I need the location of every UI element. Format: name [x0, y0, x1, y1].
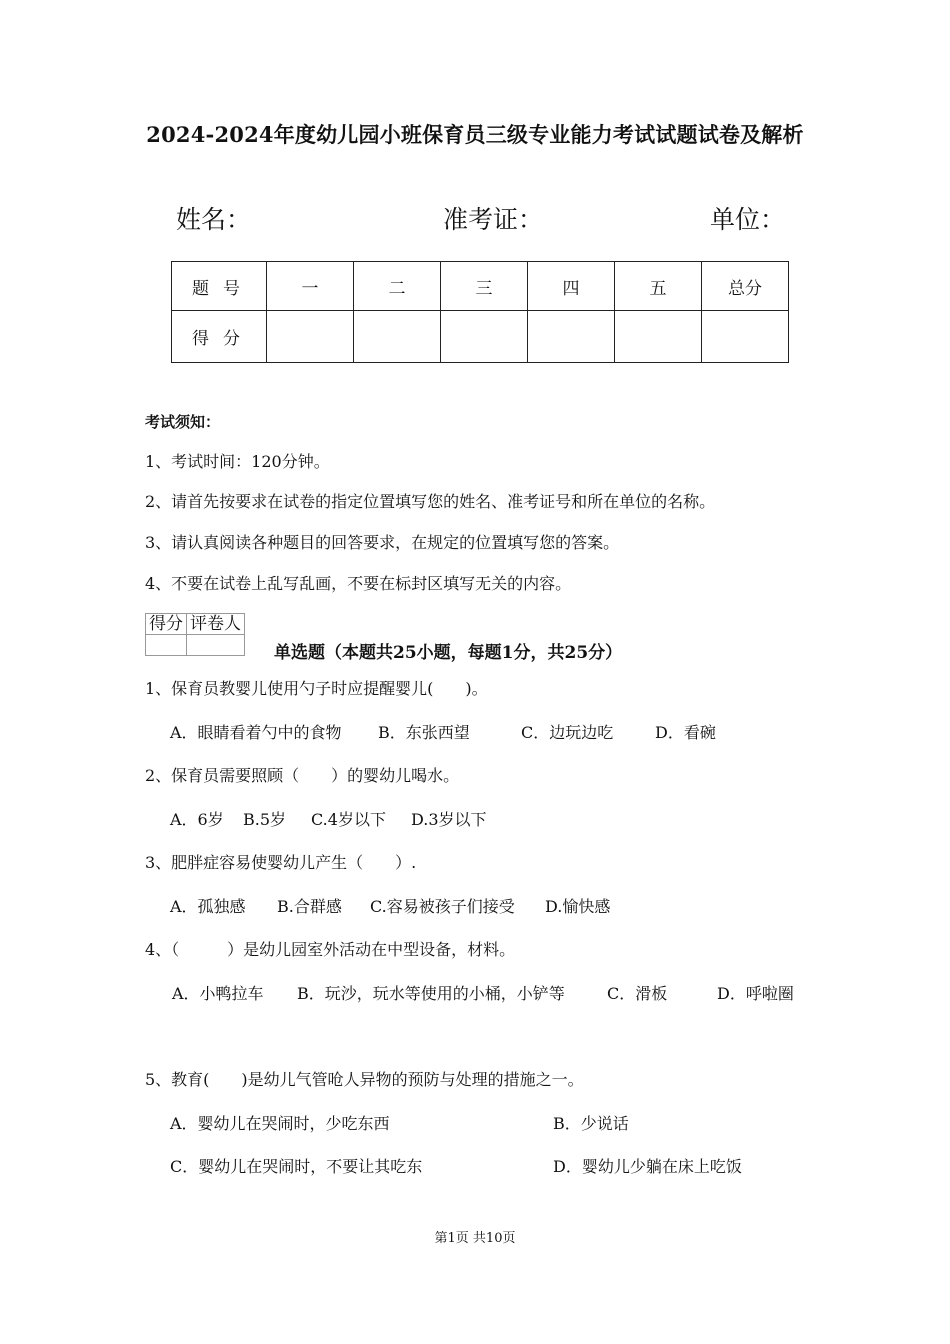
q3-option-d: D.愉快感 [545, 897, 611, 916]
score-cell-total[interactable] [702, 311, 789, 363]
notice-item: 2、请首先按要求在试卷的指定位置填写您的姓名、准考证号和所在单位的名称。 [145, 492, 716, 511]
score-table-score-row [172, 311, 789, 363]
score-cell-3[interactable] [441, 311, 528, 363]
question-4: 4、（ ）是幼儿园室外活动在中型设备，材料。 [145, 940, 516, 959]
q1-option-d: D．看碗 [655, 723, 716, 742]
column-1: 一 [267, 262, 354, 311]
notice-item: 1、考试时间：120分钟。 [145, 452, 330, 471]
q1-option-a: A．眼睛看着勺中的食物 [170, 723, 342, 742]
column-4: 四 [528, 262, 615, 311]
score-cell-4[interactable] [528, 311, 615, 363]
column-3: 三 [441, 262, 528, 311]
score-cell-5[interactable] [615, 311, 702, 363]
q3-option-c: C.容易被孩子们接受 [370, 897, 515, 916]
question-5: 5、教育( )是幼儿气管呛人异物的预防与处理的措施之一。 [145, 1070, 584, 1089]
column-total: 总分 [702, 262, 789, 311]
unit-label: 单位： [710, 205, 786, 234]
document-title: 2024-2024年度幼儿园小班保育员三级专业能力考试试题试卷及解析 [146, 122, 804, 147]
q5-option-c: C．婴幼儿在哭闹时，不要让其吃东 [170, 1157, 423, 1176]
score-table-header-row [172, 262, 789, 311]
q4-option-b: B．玩沙，玩水等使用的小桶，小铲等 [297, 984, 565, 1003]
score-cell-2[interactable] [354, 311, 441, 363]
grader-name-label: 评卷人 [187, 614, 245, 635]
notice-title: 考试须知： [145, 413, 221, 431]
q3-option-b: B.合群感 [277, 897, 342, 916]
q4-option-c: C．滑板 [607, 984, 668, 1003]
name-label: 姓名： [176, 205, 252, 234]
q2-option-c: C.4岁以下 [311, 810, 386, 829]
exam-id-label: 准考证： [443, 205, 544, 234]
q1-option-c: C．边玩边吃 [521, 723, 614, 742]
grader-box [145, 613, 245, 656]
q3-option-a: A．孤独感 [170, 897, 246, 916]
score-label-cell: 得分 [172, 311, 267, 363]
q1-option-b: B．东张西望 [378, 723, 470, 742]
notice-item: 4、不要在试卷上乱写乱画，不要在标封区填写无关的内容。 [145, 574, 572, 593]
q2-option-d: D.3岁以下 [411, 810, 487, 829]
q4-option-a: A．小鸭拉车 [172, 984, 264, 1003]
q2-option-a: A．6岁 [170, 810, 224, 829]
grader-score-cell[interactable] [146, 635, 187, 656]
score-cell-1[interactable] [267, 311, 354, 363]
q4-option-d: D．呼啦圈 [717, 984, 794, 1003]
notice-item: 3、请认真阅读各种题目的回答要求，在规定的位置填写您的答案。 [145, 533, 620, 552]
q5-option-b: B．少说话 [553, 1114, 629, 1133]
page-footer: 第1页 共10页 [434, 1231, 516, 1246]
column-5: 五 [615, 262, 702, 311]
question-3: 3、肥胖症容易使婴幼儿产生（ ）. [145, 853, 417, 872]
score-table [171, 261, 789, 363]
q2-option-b: B.5岁 [243, 810, 287, 829]
q5-option-a: A．婴幼儿在哭闹时，少吃东西 [170, 1114, 390, 1133]
grader-name-cell[interactable] [187, 635, 245, 656]
section-title: 单选题（本题共25小题，每题1分，共25分） [274, 643, 623, 663]
question-1: 1、保育员教婴儿使用勺子时应提醒婴儿( )。 [145, 679, 488, 698]
question-2: 2、保育员需要照顾（ ）的婴幼儿喝水。 [145, 766, 460, 785]
column-2: 二 [354, 262, 441, 311]
header-label-cell: 题号 [172, 262, 267, 311]
q5-option-d: D．婴幼儿少躺在床上吃饭 [553, 1157, 742, 1176]
grader-score-label: 得分 [146, 614, 187, 635]
